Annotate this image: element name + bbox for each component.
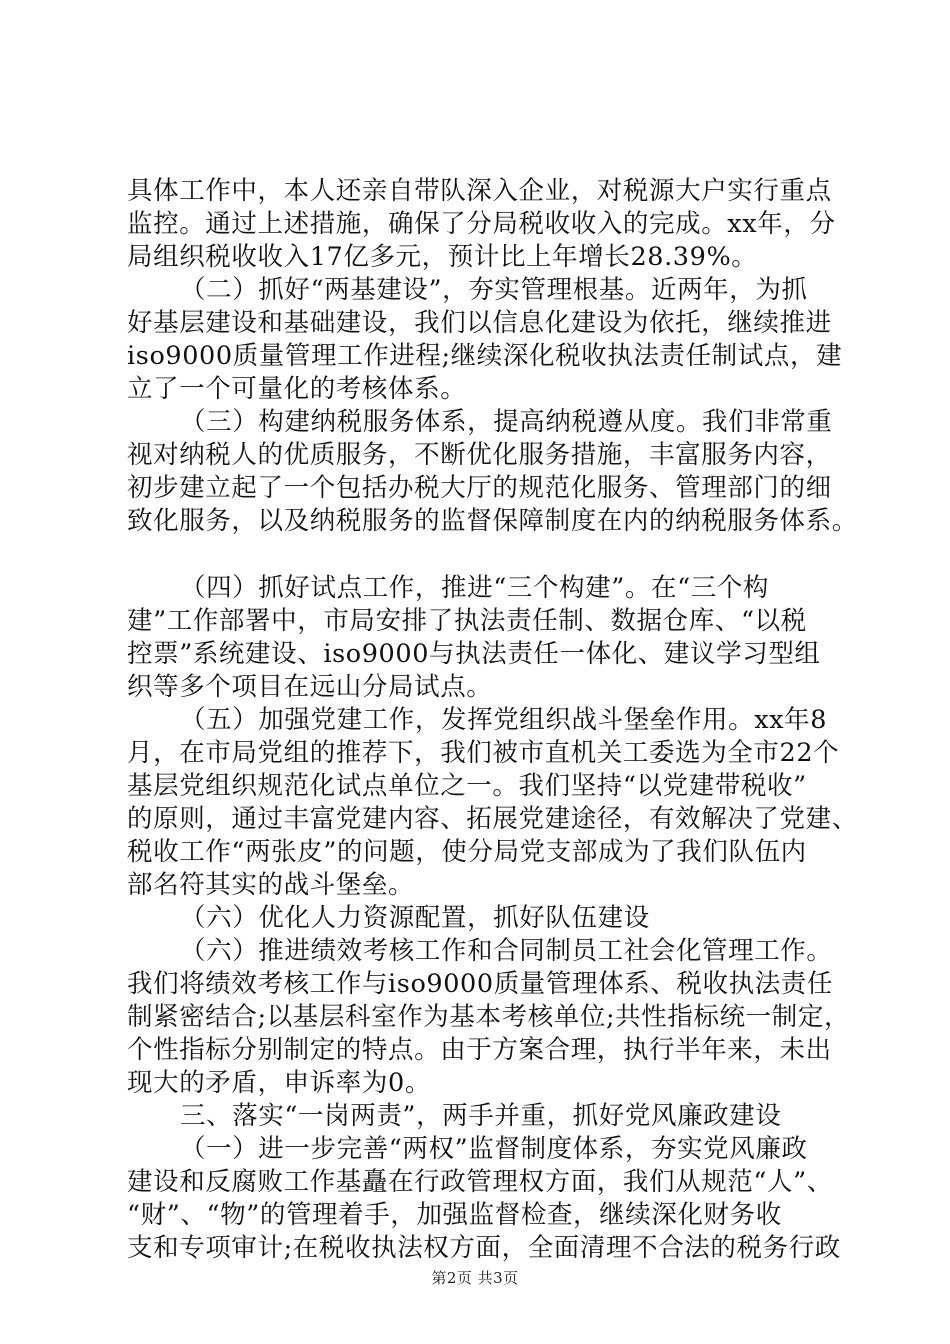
text-line: 的原则，通过丰富党建内容、拓展党建途径，有效解决了党建、 — [127, 804, 858, 834]
text-line: 支和专项审计;在税收执法权方面，全面清理不合法的税务行政 — [127, 1233, 841, 1263]
text-line: 月，在市局党组的推荐下，我们被市直机关工委选为全市22个 — [127, 738, 840, 768]
section-heading: （六）优化人力资源配置，抓好队伍建设 — [180, 903, 650, 933]
paragraph-first-line: （二）抓好“两基建设”，夯实管理根基。近两年，为抓 — [180, 275, 808, 305]
paragraph-first-line: （三）构建纳税服务体系，提高纳税遵从度。我们非常重 — [180, 407, 833, 437]
text-line: 税收工作“两张皮”的问题，使分局党支部成为了我们队伍内 — [127, 837, 807, 867]
section-heading: 三、落实“一岗两责”，两手并重，抓好党风廉政建设 — [180, 1101, 782, 1131]
paragraph-first-line: （六）推进绩效考核工作和合同制员工社会化管理工作。 — [180, 936, 833, 966]
text-line: 现大的矛盾，申诉率为0。 — [127, 1068, 431, 1098]
text-line: 建”工作部署中，市局安排了执法责任制、数据仓库、“以税 — [127, 606, 807, 636]
text-line: 监控。通过上述措施，确保了分局税收收入的完成。xx年，分 — [127, 209, 836, 239]
text-line: 个性指标分别制定的特点。由于方案合理，执行半年来，未出 — [127, 1035, 832, 1065]
text-line: 织等多个项目在远山分局试点。 — [127, 672, 493, 702]
text-line: 制紧密结合;以基层科室作为基本考核单位;共性指标统一制定， — [127, 1002, 851, 1032]
text-line: 初步建立起了一个包括办税大厅的规范化服务、管理部门的细 — [127, 473, 832, 503]
text-line: 立了一个可量化的考核体系。 — [127, 374, 467, 404]
text-line: 部名符其实的战斗堡垒。 — [127, 870, 415, 900]
text-line: 致化服务，以及纳税服务的监督保障制度在内的纳税服务体系。 — [127, 506, 858, 536]
paragraph-first-line: （四）抓好试点工作，推进“三个构建”。在“三个构 — [180, 573, 770, 603]
text-line: 好基层建设和基础建设，我们以信息化建设为依托，继续推进 — [127, 308, 832, 338]
text-line: 视对纳税人的优质服务，不断优化服务措施，丰富服务内容， — [127, 440, 832, 470]
paragraph-first-line: （一）进一步完善“两权”监督制度体系，夯实党风廉政 — [180, 1134, 808, 1164]
text-line: iso9000质量管理工作进程;继续深化税收执法责任制试点，建 — [127, 341, 843, 371]
text-line: 建设和反腐败工作基矗在行政管理权方面，我们从规范“人”、 — [127, 1167, 833, 1197]
paragraph-first-line: （五）加强党建工作，发挥党组织战斗堡垒作用。xx年8 — [180, 705, 828, 735]
text-line: 我们将绩效考核工作与iso9000质量管理体系、税收执法责任 — [127, 969, 833, 999]
text-line: 局组织税收收入17亿多元，预计比上年增长28.39%。 — [127, 242, 758, 272]
text-line: 具体工作中，本人还亲自带队深入企业，对税源大户实行重点 — [127, 176, 832, 206]
text-line: 基层党组织规范化试点单位之一。我们坚持“以党建带税收” — [127, 771, 807, 801]
text-line: “财”、“物”的管理着手，加强监督检查，继续深化财务收 — [127, 1200, 782, 1230]
text-line: 控票”系统建设、iso9000与执法责任一体化、建议学习型组 — [127, 639, 821, 669]
page-number-footer: 第2页 共3页 — [431, 1269, 519, 1287]
